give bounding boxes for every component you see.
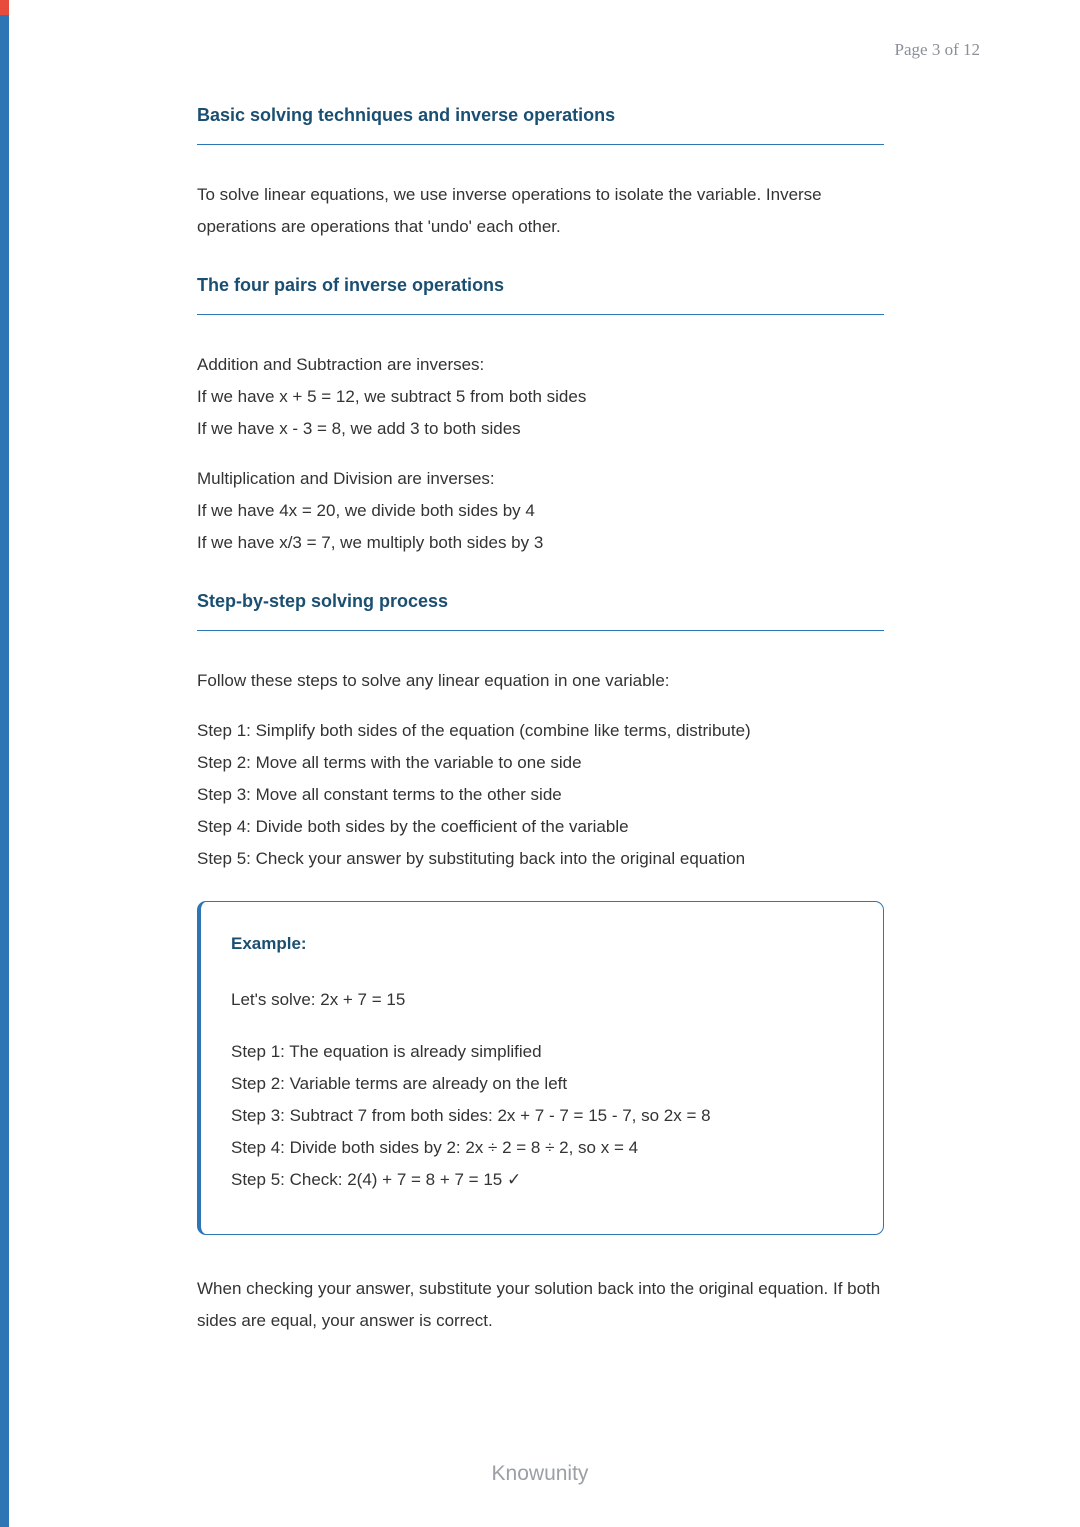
- example-step-line: Step 1: The equation is already simplified: [231, 1042, 542, 1061]
- step-line: Step 4: Divide both sides by the coefficient of the variable: [197, 817, 629, 836]
- example-step-line: Step 4: Divide both sides by 2: 2x ÷ 2 = 8 ÷ 2, so x = 4: [231, 1138, 639, 1157]
- text-line: If we have 4x = 20, we divide both sides by 4: [197, 501, 535, 520]
- addition-subtraction-block: [197, 349, 884, 445]
- page-number: Page 3 of 12: [894, 40, 980, 59]
- example-steps-list: [231, 1036, 853, 1196]
- multiplication-division-block: [197, 463, 884, 559]
- step-line: Step 3: Move all constant terms to the other side: [197, 785, 562, 804]
- text-line: If we have x + 5 = 12, we subtract 5 from both sides: [197, 387, 587, 406]
- left-edge-accent-red: [0, 0, 9, 15]
- step-line: Step 2: Move all terms with the variable to one side: [197, 753, 582, 772]
- solving-steps-list: [197, 715, 884, 875]
- example-problem: Let's solve: 2x + 7 = 15: [231, 990, 406, 1009]
- example-step-line: Step 2: Variable terms are already on the left: [231, 1074, 568, 1093]
- example-callout-box: [197, 901, 884, 1235]
- section-heading-four-pairs: The four pairs of inverse operations: [197, 273, 884, 315]
- intro-paragraph: To solve linear equations, we use inverse operations to isolate the variable. Inverse operations are operations that 'undo' each other.: [197, 185, 822, 236]
- left-edge-accent-bar: [0, 15, 9, 1527]
- text-line: If we have x - 3 = 8, we add 3 to both sides: [197, 419, 521, 438]
- example-step-line: Step 5: Check: 2(4) + 7 = 8 + 7 = 15 ✓: [231, 1170, 522, 1189]
- step-line: Step 1: Simplify both sides of the equation (combine like terms, distribute): [197, 721, 751, 740]
- closing-paragraph: When checking your answer, substitute your solution back into the original equation. If both sides are equal, your answer is correct.: [197, 1279, 881, 1330]
- step-line: Step 5: Check your answer by substituting back into the original equation: [197, 849, 746, 868]
- example-title: Example:: [231, 934, 307, 953]
- footer-brand: Knowunity: [491, 1462, 589, 1485]
- steps-intro-paragraph: Follow these steps to solve any linear equation in one variable:: [197, 671, 670, 690]
- example-step-line: Step 3: Subtract 7 from both sides: 2x + 7 - 7 = 15 - 7, so 2x = 8: [231, 1106, 711, 1125]
- text-line: If we have x/3 = 7, we multiply both sides by 3: [197, 533, 544, 552]
- text-line: Addition and Subtraction are inverses:: [197, 355, 485, 374]
- text-line: Multiplication and Division are inverses:: [197, 469, 495, 488]
- section-heading-step-by-step: Step-by-step solving process: [197, 589, 884, 631]
- section-heading-basic-solving: Basic solving techniques and inverse operations: [197, 103, 884, 145]
